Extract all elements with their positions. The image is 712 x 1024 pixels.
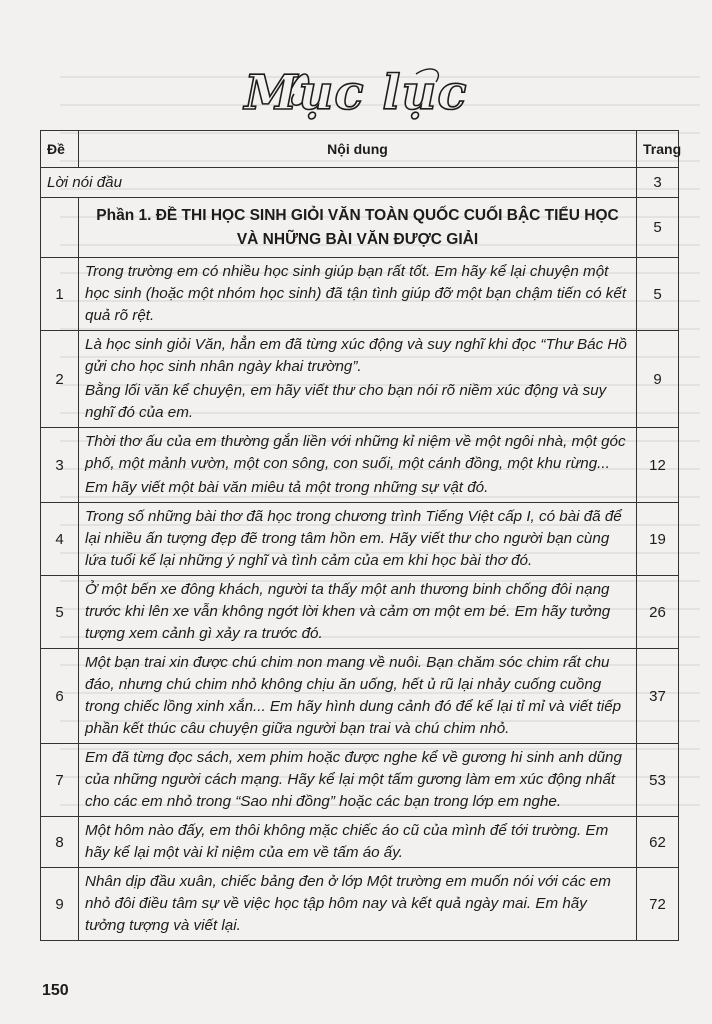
row-number: 4 — [41, 503, 79, 576]
part-row[interactable] — [41, 198, 679, 258]
page-number: 150 — [42, 982, 69, 999]
row-paragraph: Trong số những bài thơ đã học trong chương trình Tiếng Việt cấp I, có bài đã để lại nhiều ấn tượng đẹp đẽ trong tâm hồn em. Hãy viết thư cho người bạn cùng lứa tuổi kể lại những ý nghĩ và tình cảm của em khi học bài thơ đó. — [85, 508, 622, 569]
row-page: 9 — [637, 331, 679, 428]
row-page: 5 — [637, 258, 679, 331]
row-content — [79, 649, 637, 744]
row-page: 72 — [637, 868, 679, 941]
row-page: 26 — [637, 576, 679, 649]
row-content — [79, 868, 637, 941]
row-content — [79, 576, 637, 649]
row-paragraph: Nhân dịp đầu xuân, chiếc bảng đen ở lớp Một trường em muốn nói với các em nhỏ đôi điều tâm sự về việc học tập hôm nay và kết quả ngày mai. Em hãy tưởng tượng và viết lại. — [85, 873, 611, 934]
row-number: 3 — [41, 428, 79, 503]
row-paragraph: Bằng lối văn kể chuyện, em hãy viết thư cho bạn nói rõ niềm xúc động và suy nghĩ đó của em. — [85, 382, 607, 421]
row-number: 2 — [41, 331, 79, 428]
row-page: 37 — [637, 649, 679, 744]
header-trang: Trang — [637, 131, 679, 168]
page-title: Mục lục — [244, 64, 468, 121]
row-content — [79, 817, 637, 868]
row-number: 8 — [41, 817, 79, 868]
row-page: 53 — [637, 744, 679, 817]
toc-row[interactable] — [41, 576, 679, 649]
row-paragraph: Là học sinh giỏi Văn, hẳn em đã từng xúc động và suy nghĩ khi đọc “Thư Bác Hồ gửi cho học sinh nhân ngày khai trường”. — [85, 336, 627, 375]
toc-row[interactable] — [41, 649, 679, 744]
row-page: 19 — [637, 503, 679, 576]
toc-row[interactable] — [41, 428, 679, 503]
row-paragraph: Thời thơ ấu của em thường gắn liền với những kỉ niệm về một ngôi nhà, một góc phố, một mảnh vườn, một con sông, con suối, một cánh đồng, một khu rừng... — [85, 433, 626, 472]
toc-row[interactable] — [41, 817, 679, 868]
row-paragraph: Em hãy viết một bài văn miêu tả một trong những sự vật đó. — [85, 479, 489, 496]
toc-row[interactable] — [41, 503, 679, 576]
header-noidung: Nội dung — [79, 131, 637, 168]
row-paragraph: Ở một bến xe đông khách, người ta thấy một anh thương binh chống đôi nạng trước khi lên xe vẫn không ngớt lời khen và cảm ơn một em bé. Em hãy tưởng tượng xem cảnh gì xảy ra trước đó. — [85, 581, 611, 642]
intro-label: Lời nói đầu — [41, 168, 637, 198]
row-paragraph: Một bạn trai xin được chú chim non mang về nuôi. Bạn chăm sóc chim rất chu đáo, nhưng chú chim nhỏ không chịu ăn uống, hết ủ rũ lại nhảy cuống cuồng trong chiếc lồng xinh xắn... Em hãy hình dung cảnh đó để kể lại tỉ mỉ và viết tiếp phần kết thúc câu chuyện giữa người bạn trai và chú chim nhỏ. — [85, 654, 622, 737]
row-content — [79, 258, 637, 331]
row-number: 9 — [41, 868, 79, 941]
row-number: 1 — [41, 258, 79, 331]
part-page: 5 — [637, 198, 679, 258]
row-page: 12 — [637, 428, 679, 503]
row-content — [79, 428, 637, 503]
part-title-line1: Phần 1. ĐỀ THI HỌC SINH GIỎI VĂN TOÀN QUỐC CUỐI BẬC TIỂU HỌC — [96, 206, 619, 224]
row-content — [79, 744, 637, 817]
part-num-cell — [41, 198, 79, 258]
part-title — [79, 198, 637, 258]
toc-row[interactable] — [41, 868, 679, 941]
intro-row[interactable] — [41, 168, 679, 198]
row-number: 5 — [41, 576, 79, 649]
toc-row[interactable] — [41, 744, 679, 817]
toc-table — [40, 130, 682, 941]
row-number: 6 — [41, 649, 79, 744]
row-page: 62 — [637, 817, 679, 868]
row-content — [79, 503, 637, 576]
header-de: Đề — [41, 131, 79, 168]
row-paragraph: Em đã từng đọc sách, xem phim hoặc được nghe kể về gương hi sinh anh dũng của những người cách mạng. Hãy kể lại một tấm gương làm em xúc động nhất cho các em nhỏ trong “Sao nhi đồng” hoặc các bạn trong lớp em nghe. — [85, 749, 622, 810]
toc-row[interactable] — [41, 331, 679, 428]
row-content — [79, 331, 637, 428]
row-paragraph: Một hôm nào đấy, em thôi không mặc chiếc áo cũ của mình để tới trường. Em hãy kể lại một vài kỉ niệm của em về tấm áo ấy. — [85, 822, 609, 861]
part-title-line2: VÀ NHỮNG BÀI VĂN ĐƯỢC GIẢI — [236, 230, 479, 248]
row-paragraph: Trong trường em có nhiều học sinh giúp bạn rất tốt. Em hãy kể lại chuyện một học sinh (hoặc một nhóm học sinh) đã tận tình giúp đỡ một bạn chậm tiến có kết quả rõ rệt. — [85, 263, 627, 324]
title-container — [0, 55, 712, 130]
intro-page: 3 — [637, 168, 679, 198]
toc-header-row — [41, 131, 679, 168]
toc-row[interactable] — [41, 258, 679, 331]
row-number: 7 — [41, 744, 79, 817]
